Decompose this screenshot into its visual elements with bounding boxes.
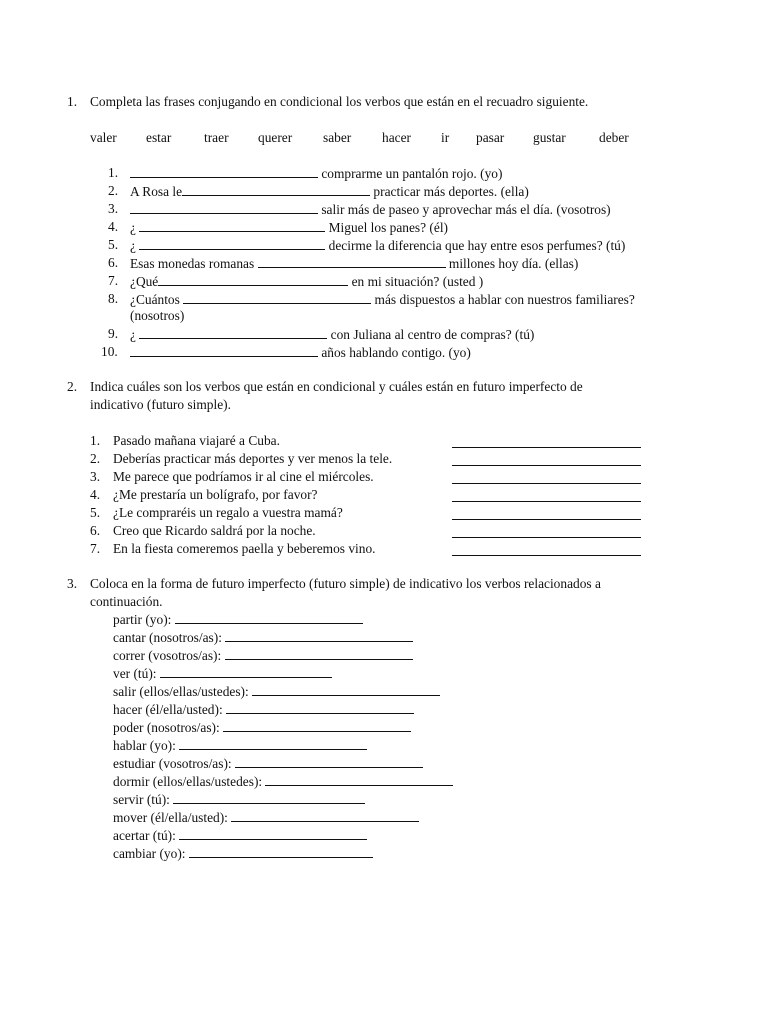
verb-word: ir	[441, 130, 450, 145]
answer-blank[interactable]	[130, 164, 318, 178]
item-text-after: años hablando contigo. (yo)	[318, 345, 471, 360]
answer-blank[interactable]	[225, 646, 413, 660]
item-text-before: ¿	[130, 238, 140, 253]
item-number: 3.	[90, 469, 101, 484]
answer-blank[interactable]	[179, 736, 367, 750]
item-text-after: decirme la diferencia que hay entre esos perfumes? (tú)	[325, 238, 626, 253]
verb-label: salir (ellos/ellas/ustedes):	[113, 684, 253, 699]
verb-label: ver (tú):	[113, 666, 160, 681]
sentence-text: ¿Le compraréis un regalo a vuestra mamá?	[113, 505, 343, 520]
item-text-after: practicar más deportes. (ella)	[370, 184, 529, 199]
item-number: 8.	[108, 291, 119, 306]
answer-blank[interactable]	[252, 682, 440, 696]
verb-word: estar	[146, 130, 172, 145]
section-3-instruction: Coloca en la forma de futuro imperfecto (futuro simple) de indicativo los verbos relacionados a	[90, 576, 601, 591]
verb-prompt	[113, 772, 453, 791]
sentence-text: En la fiesta comeremos paella y beberemos vino.	[113, 541, 376, 556]
verb-prompt	[113, 610, 363, 629]
sentence-text: Deberías practicar más deportes y ver menos la tele.	[113, 451, 393, 466]
item-number: 4.	[108, 219, 119, 234]
item-number: 4.	[90, 487, 101, 502]
sentence-text: Creo que Ricardo saldrá por la noche.	[113, 523, 316, 538]
item-number: 2.	[90, 451, 101, 466]
verb-label: poder (nosotros/as):	[113, 720, 224, 735]
verb-prompt	[113, 646, 413, 665]
verb-word: hacer	[382, 130, 411, 145]
verb-prompt	[113, 754, 423, 773]
item-number: 3.	[108, 201, 119, 216]
verb-label: acertar (tú):	[113, 828, 180, 843]
verb-label: correr (vosotros/as):	[113, 648, 225, 663]
answer-blank[interactable]	[265, 772, 453, 786]
answer-line[interactable]	[452, 483, 641, 484]
item-number: 7.	[108, 273, 119, 288]
sentence-text: ¿Me prestaría un bolígrafo, por favor?	[113, 487, 318, 502]
item-number: 1.	[108, 165, 119, 180]
verb-prompt	[113, 808, 419, 827]
answer-line[interactable]	[452, 465, 641, 466]
item-text-after: salir más de paseo y aprovechar más el día. (vosotros)	[318, 202, 611, 217]
verb-label: dormir (ellos/ellas/ustedes):	[113, 774, 266, 789]
verb-word: pasar	[476, 130, 505, 145]
item-text-before: ¿	[130, 220, 140, 235]
verb-prompt	[113, 700, 414, 719]
verb-label: mover (él/ella/usted):	[113, 810, 232, 825]
verb-word: traer	[204, 130, 229, 145]
answer-line[interactable]	[452, 537, 641, 538]
section-1-instruction: Completa las frases conjugando en condicional los verbos que están en el recuadro siguiente.	[90, 94, 589, 109]
item-number: 6.	[90, 523, 101, 538]
answer-blank[interactable]	[130, 200, 318, 214]
item-number: 1.	[90, 433, 101, 448]
section-2-instruction: Indica cuáles son los verbos que están en condicional y cuáles están en futuro imperfecto de	[90, 379, 583, 394]
section-2-instruction-cont: indicativo (futuro simple).	[90, 397, 231, 412]
answer-blank[interactable]	[160, 664, 332, 678]
item-text-after: comprarme un pantalón rojo. (yo)	[318, 166, 503, 181]
item-number: 7.	[90, 541, 101, 556]
item-number: 5.	[90, 505, 101, 520]
item-number: 5.	[108, 237, 119, 252]
answer-blank[interactable]	[231, 808, 419, 822]
verb-label: estudiar (vosotros/as):	[113, 756, 235, 771]
item-text-before: ¿Cuántos	[130, 292, 184, 307]
answer-blank[interactable]	[226, 700, 414, 714]
item-number: 10.	[101, 344, 118, 359]
answer-blank[interactable]	[139, 218, 325, 232]
item-text-after: millones hoy día. (ellas)	[445, 256, 579, 271]
answer-blank[interactable]	[139, 236, 325, 250]
item-number: 2.	[108, 183, 119, 198]
verb-label: servir (tú):	[113, 792, 174, 807]
answer-blank[interactable]	[175, 610, 363, 624]
answer-blank[interactable]	[189, 844, 373, 858]
verb-prompt	[113, 844, 373, 863]
verb-label: hablar (yo):	[113, 738, 180, 753]
verb-prompt	[113, 664, 332, 683]
answer-blank[interactable]	[258, 254, 446, 268]
item-text-after: en mi situación? (usted )	[348, 274, 484, 289]
item-text-after: con Juliana al centro de compras? (tú)	[327, 327, 535, 342]
item-number: 9.	[108, 326, 119, 341]
item-text-before: ¿	[130, 327, 140, 342]
answer-blank[interactable]	[223, 718, 411, 732]
verb-word: querer	[258, 130, 293, 145]
item-text-before: Esas monedas romanas	[130, 256, 258, 271]
verb-word: gustar	[533, 130, 566, 145]
verb-label: partir (yo):	[113, 612, 175, 627]
answer-blank[interactable]	[130, 343, 318, 357]
answer-line[interactable]	[452, 519, 641, 520]
sentence-text: Me parece que podríamos ir al cine el miércoles.	[113, 469, 374, 484]
answer-blank[interactable]	[183, 290, 371, 304]
answer-blank[interactable]	[235, 754, 423, 768]
answer-line[interactable]	[452, 501, 641, 502]
verb-prompt	[113, 736, 367, 755]
item-number: 6.	[108, 255, 119, 270]
answer-blank[interactable]	[225, 628, 413, 642]
verb-label: hacer (él/ella/usted):	[113, 702, 227, 717]
item-text-before: A Rosa le	[130, 184, 183, 199]
answer-blank[interactable]	[173, 790, 365, 804]
verb-prompt	[113, 628, 413, 647]
item-text-after: Miguel los panes? (él)	[325, 220, 449, 235]
item-continuation: (nosotros)	[130, 308, 185, 323]
verb-label: cantar (nosotros/as):	[113, 630, 226, 645]
answer-blank[interactable]	[179, 826, 367, 840]
item-text-before: ¿Qué	[130, 274, 159, 289]
verb-prompt	[113, 790, 365, 809]
verb-word: valer	[90, 130, 117, 145]
section-3-number: 3.	[67, 576, 78, 591]
answer-blank[interactable]	[182, 182, 370, 196]
verb-word: deber	[599, 130, 629, 145]
answer-blank[interactable]	[158, 272, 348, 286]
verb-prompt	[113, 826, 367, 845]
verb-prompt	[113, 718, 411, 737]
answer-line[interactable]	[452, 447, 641, 448]
answer-line[interactable]	[452, 555, 641, 556]
verb-word: saber	[323, 130, 352, 145]
verb-label: cambiar (yo):	[113, 846, 189, 861]
item-text-after: más dispuestos a hablar con nuestros familiares?	[371, 292, 635, 307]
verb-prompt	[113, 682, 440, 701]
sentence-text: Pasado mañana viajaré a Cuba.	[113, 433, 280, 448]
section-2-number: 2.	[67, 379, 78, 394]
answer-blank[interactable]	[139, 325, 327, 339]
section-1-number: 1.	[67, 94, 78, 109]
section-3-instruction-cont: continuación.	[90, 594, 163, 609]
